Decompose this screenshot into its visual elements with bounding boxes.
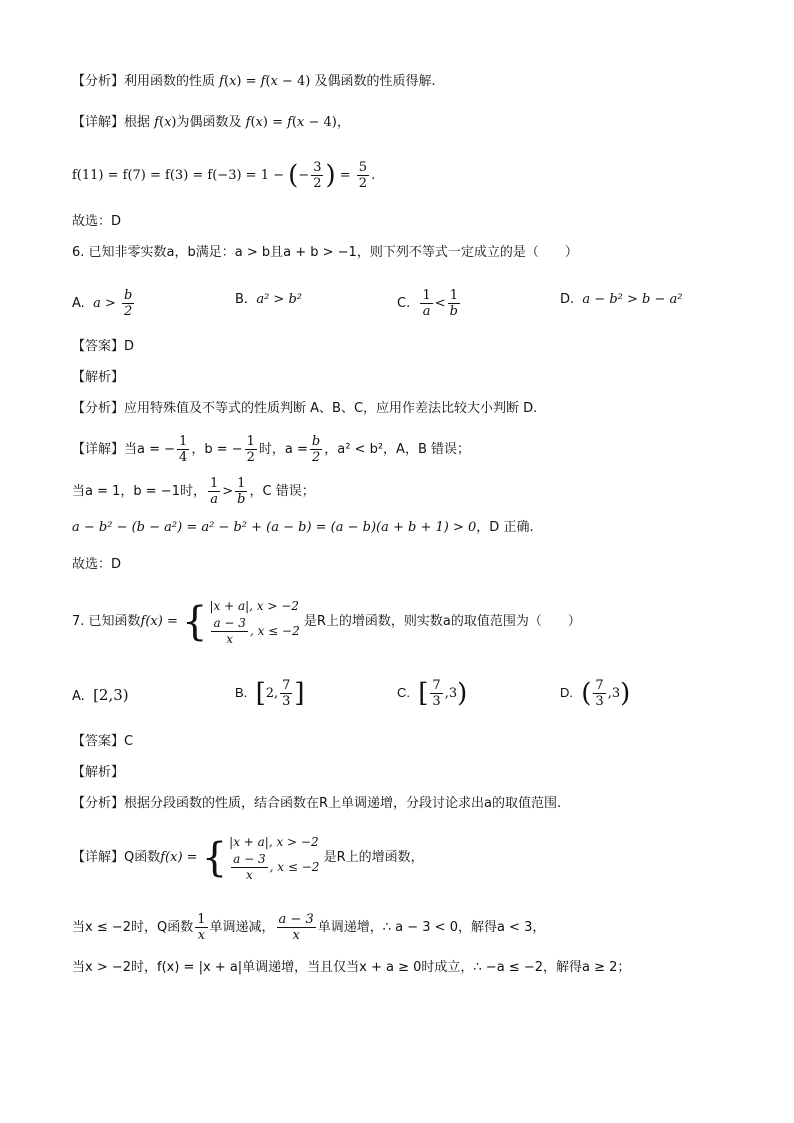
- fraction: $\frac{7}{3}$: [595, 678, 604, 709]
- fraction: $\frac{3}{2}$: [313, 160, 322, 191]
- fraction: $\frac{7}{3}$: [282, 678, 291, 709]
- q7-detail-line2: 当x ≤ −2时，Q函数 $\frac{1}{x}$ 单调递减， $\frac{a - 3}{x}$ 单调递增，∴ a − 3 < 0，解得a < 3，: [72, 912, 546, 943]
- q6-detail-line1: 【详解】当a = − $\frac{1}{4}$ ，b = − $\frac{1}{2}$ 时，a = $\frac{b}{2}$ ，a² < b²，A，B 错误；: [72, 434, 470, 465]
- analysis-tag: 【分析】: [72, 401, 125, 416]
- analysis-tag: 【分析】: [72, 74, 125, 89]
- analysis-tag: 【分析】: [72, 796, 125, 811]
- p5-choice: 故选：D: [72, 214, 122, 229]
- p5-analysis-line: 【分析】利用函数的性质 f(x) = f(x − 4) 及偶函数的性质得解.: [72, 74, 436, 89]
- q7-option-d: D. ( $\frac{7}{3}$ ,3): [560, 678, 631, 709]
- q7-answer: 【答案】C: [72, 734, 134, 749]
- piecewise-function: { |x + a|, x > −2 $\frac{a - 3}{x}$ , x ≤ −2: [201, 834, 320, 882]
- fraction: $\frac{1}{2}$: [246, 434, 255, 465]
- q6-option-d: D. a − b² > b − a²: [560, 292, 683, 307]
- fraction: $\frac{1}{a}$: [422, 288, 431, 319]
- q7-option-c: C. [ $\frac{7}{3}$ ,3): [397, 678, 468, 709]
- p5-detail-line: 【详解】根据 f(x)为偶函数及 f(x) = f(x − 4)，: [72, 115, 350, 130]
- q6-option-c: C. $\frac{1}{a}$ < $\frac{1}{b}$: [397, 288, 458, 319]
- fraction: $\frac{1}{a}$: [209, 476, 219, 507]
- q7-option-b: B. [2, $\frac{7}{3}$ ]: [235, 678, 305, 709]
- brace: {: [182, 598, 208, 645]
- q6-option-a: A. a > $\frac{b}{2}$: [72, 288, 133, 319]
- fraction: $\frac{7}{3}$: [432, 678, 441, 709]
- fraction: $\frac{1}{x}$: [197, 912, 206, 943]
- q6-detail-line3: a − b² − (b − a²) = a² − b² + (a − b) = (a − b)(a + b + 1) > 0，D 正确.: [72, 520, 534, 535]
- q7-detail-line3: 当x > −2时，f(x) = |x + a|单调递增，当且仅当x + a ≥ 0时成立，∴ −a ≤ −2，解得a ≥ 2；: [72, 960, 631, 975]
- q7-option-a: A. [2,3): [72, 686, 129, 704]
- q6-stem: 6. 已知非零实数a，b满足：a > b且a + b > −1，则下列不等式一定成立的是（ ）: [72, 245, 578, 260]
- detail-tag: 【详解】: [72, 850, 125, 865]
- answer-tag: 【答案】: [72, 734, 125, 749]
- q6-jiexi: 【解析】: [72, 370, 125, 385]
- brace: {: [201, 834, 228, 881]
- q6-choice: 故选：D: [72, 557, 122, 572]
- fraction: $\frac{1}{b}$: [449, 288, 458, 319]
- q6-detail-line2: 当a = 1，b = −1时， $\frac{1}{a}$ > $\frac{1}{b}$ ，C 错误；: [72, 476, 315, 507]
- detail-tag: 【详解】: [72, 442, 125, 457]
- q7-detail-line1: 【详解】Q函数f(x) = { |x + a|, x > −2 $\frac{a - 3}{x}$ , x ≤ −2 是R上的增函数，: [72, 832, 424, 883]
- fraction: $\frac{1}{4}$: [179, 434, 188, 465]
- fraction: $\frac{a - 3}{x}$: [278, 912, 314, 943]
- answer-tag: 【答案】: [72, 339, 125, 354]
- q7-analysis: 【分析】根据分段函数的性质，结合函数在R上单调递增，分段讨论求出a的取值范围.: [72, 796, 562, 811]
- q7-jiexi: 【解析】: [72, 765, 125, 780]
- q6-analysis: 【分析】应用特殊值及不等式的性质判断 A、B、C，应用作差法比较大小判断 D.: [72, 401, 538, 416]
- fraction: $\frac{b}{2}$: [123, 288, 133, 319]
- fraction: $\frac{1}{b}$: [237, 476, 246, 507]
- fraction: $\frac{b}{2}$: [311, 434, 321, 465]
- piecewise-function: { |x + a|, x > −2 $\frac{a - 3}{x}$ , x ≤ −2: [182, 598, 300, 646]
- q7-stem: 7. 已知函数f(x) = { |x + a|, x > −2 $\frac{a - 3}{x}$ , x ≤ −2 是R上的增函数，则实数a的取值范围为（ ）: [72, 596, 581, 647]
- p5-calculation: f(11) = f(7) = f(3) = f(−3) = 1 − (− $\frac{3}{2}$ ) = $\frac{5}{2}$ .: [72, 160, 376, 191]
- detail-tag: 【详解】: [72, 115, 125, 130]
- q6-answer: 【答案】D: [72, 339, 135, 354]
- q6-option-b: B. a² > b²: [235, 292, 302, 307]
- property-formula: f: [219, 74, 224, 89]
- fraction: $\frac{5}{2}$: [358, 160, 368, 191]
